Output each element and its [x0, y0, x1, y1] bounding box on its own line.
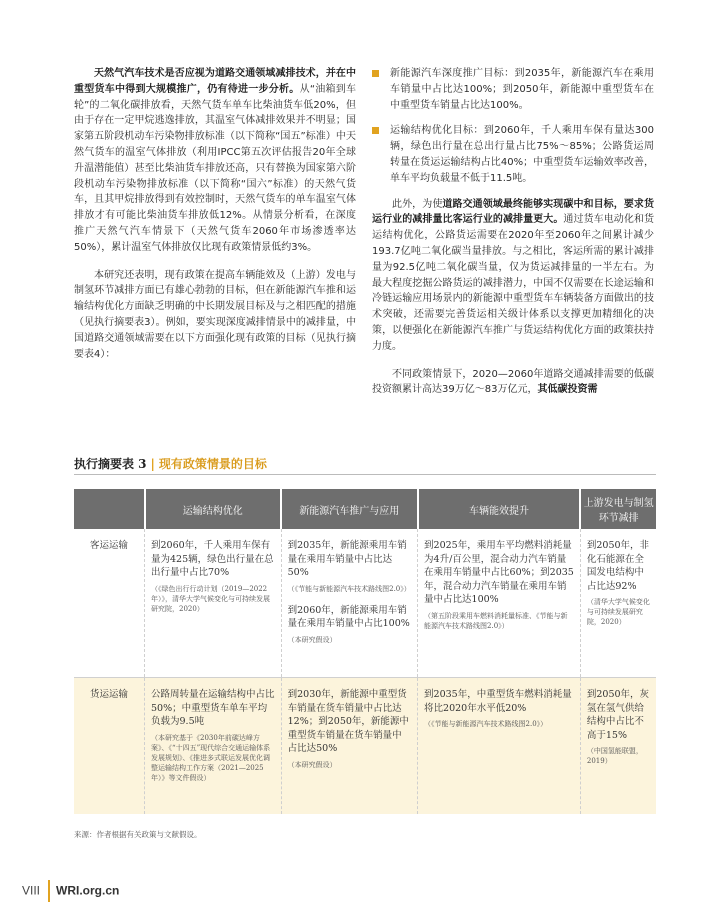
paragraph-freight-rest: 通过货车电动化和货运结构优化，公路货运需要在2020年至2060年之间累计减少193.7亿吨二氧化碳当量排放。与之相比，客运所需的累计减排量为92.5亿吨二氧化碳当量，仅为货运减排量的一半左右。为最大程度挖掘公路货运的减排潜力，中国不仅需要在长途运输和冷链运输应用场景内的新能源中重型货车车辆装备方面做出的技术突破，还需要完善货运相关级计体系以支撑更加精细化的决策，以便强化在新能源汽车推广与货运结构优化方面的政策扶持力度。 [372, 214, 655, 352]
table-source-note: 来源：作者根据有关政策与文献假设。 [74, 830, 202, 839]
bullet-text: 运输结构优化目标：到2060年，千人乘用车保有量达300辆，绿色出行量在总出行量占比75%～85%；公路货运周转量在货运运输结构占比40%；中重型货车运输效率改善，单车平均负载量不低于11.5吨。 [390, 125, 654, 184]
cell-target: 到2035年，中重型货车燃料消耗量将比2020年水平低20% [424, 689, 572, 714]
cell-target: 到2030年，新能源中重型货车销量在货车销量中占比达12%；到2050年，新能源中重型货车销量在货车销量中占比达50% [287, 689, 409, 754]
table-label: 执行摘要表 3 [74, 457, 147, 471]
table-header-cell: 新能源汽车推广与应用 [281, 489, 417, 529]
table-header-cell: 运输结构优化 [145, 489, 282, 529]
cell-target: 到2050年，非化石能源在全国发电结构中占比达92% [586, 540, 650, 592]
table-row-label: 客运运输 [74, 529, 145, 678]
cell-target: 到2025年，乘用车平均燃料消耗量为4升/百公里，混合动力汽车销量在乘用车销量中占比60%；到2035年，混合动力汽车销量在乘用车销量中占比达100% [424, 540, 574, 605]
table-header-cell: 上游发电与制氢环节减排 [580, 489, 656, 529]
footer-divider [48, 880, 50, 902]
bullet-nev-target [372, 66, 654, 113]
cell-target: 到2050年，灰氢在氢气供给结构中占比不高于15% [586, 689, 650, 741]
paragraph-freight-bold: 道路交通领域最终能够实现碳中和目标，要求货运行业的减排量比客运行业的减排量更大。 [372, 198, 655, 226]
table-cell [145, 678, 282, 815]
paragraph-natural-gas-bold: 天然气汽车技术是否应视为道路交通领域减排技术，并在中重型货车中得到大规模推广，仍有待进一步分析。 [74, 68, 356, 95]
table-header-row [74, 489, 656, 529]
page-number: VIII [22, 883, 41, 898]
footer-site: WRI.org.cn [56, 883, 120, 898]
table-title-text: 现有政策情景的目标 [158, 457, 267, 471]
cell-source: （中国氢能联盟，2019） [586, 747, 643, 765]
table-cell [418, 529, 581, 678]
table-cell [580, 529, 656, 678]
table-title-divider [74, 474, 656, 475]
left-column [74, 66, 356, 374]
table-row-label: 货运运输 [74, 678, 145, 815]
targets-table [74, 489, 656, 814]
paragraph-natural-gas-rest: 从“油箱到车轮”的二氧化碳排放看，天然气货车单车比柴油货车低20%，但由于存在一定甲烷逃逸排放，其温室气体减排效果并不明显；国家第五阶段机动车污染物排放标准（以下简称“国五”标准）中天然气货车的温室气体排放（利用IPCC第五次评估报告20年全球升温潜能值）甚至比柴油货车排放还高，只有替换为国家第六阶段机动车污染物排放标准（以下简称“国六”标准）的天然气货车，且其甲烷排放得到有效控制时，天然气货车的单车温室气体排放才有可能比柴油货车排放低12%。从情景分析看，在深度推广天然气汽车情景下（天然气货车2060年市场渗透率达50%），累计温室气体排放仅比现有政策情景低约3%。 [74, 83, 357, 253]
cell-source: （清华大学气候变化与可持续发展研究院，2020） [586, 598, 650, 626]
cell-source: （本研究基于《2030年前碳达峰方案》、《“十四五”现代综合交通运输体系发展规划》、《推进多式联运发展优化调整运输结构工作方案（2021—2025年）》等文件假设） [151, 733, 271, 782]
cell-target: 到2035年，新能源乘用车销量在乘用车销量中占比达50% [287, 540, 407, 578]
table-header-corner [74, 489, 145, 529]
bullet-text: 新能源汽车深度推广目标：到2035年，新能源汽车在乘用车销量中占比达100%；到2050年，新能源中重型货车在中重型货车销量占比达100%。 [390, 68, 654, 111]
table-cell [580, 678, 656, 815]
cell-source: （第五阶段乘用车燃料消耗量标准、《节能与新能源汽车技术路线图2.0》） [424, 611, 568, 630]
table-row [74, 529, 656, 678]
paragraph-freight-lead: 此外，为使 [392, 198, 443, 210]
page-footer [22, 880, 119, 902]
table-title-separator: | [150, 457, 155, 471]
table-title [74, 455, 267, 472]
table-cell [418, 678, 581, 815]
table-cell [281, 678, 417, 815]
cell-source: （《节能与新能源汽车技术路线图2.0》） [424, 720, 548, 728]
paragraph-policy-gap: 本研究还表明，现有政策在提高车辆能效及（上游）发电与制氢环节减排方面已有雄心勃勃的目标，但在新能源汽车推和运输结构优化方面缺乏明确的中长期发展目标及与之相匹配的措施（见执行摘要表3）。例如，要实现深度减排情景中的减排量，中国道路交通领域需要在以下方面强化现有政策的目标（见执行摘要表4）： [74, 269, 356, 360]
cell-target: 到2060年，新能源乘用车销量在乘用车销量中占比100% [287, 604, 410, 629]
table-row [74, 678, 656, 815]
right-column [372, 66, 654, 410]
table-cell [281, 529, 417, 678]
paragraph-investment [372, 367, 654, 399]
paragraph-freight-reduction [372, 197, 654, 355]
bullet-square-icon [372, 127, 379, 134]
cell-target: 到2060年，千人乘用车保有量为425辆，绿色出行量在总出行量中占比70% [151, 540, 274, 578]
cell-source: （《绿色出行行动计划（2019—2022年）》，清华大学气候变化与可持续发展研究院，2020） [151, 584, 270, 613]
cell-source: （本研究假设） [287, 635, 337, 644]
cell-source: （本研究假设） [287, 760, 337, 769]
cell-target: 公路周转量在运输结构中占比50%；中重型货车单车平均负载为9.5吨 [151, 689, 275, 727]
table-cell [145, 529, 282, 678]
paragraph-investment-bold: 其低碳投资需 [537, 384, 598, 396]
cell-source: （《节能与新能源汽车技术路线图2.0》） [287, 584, 411, 593]
bullet-square-icon [372, 70, 379, 77]
paragraph-investment-lead: 不同政策情景下，2020—2060年道路交通减排需要的低碳投资额累计高达39万亿～83万亿元， [372, 368, 654, 396]
paragraph-natural-gas [74, 66, 356, 256]
bullet-structure-target [372, 123, 654, 186]
table-header-cell: 车辆能效提升 [418, 489, 581, 529]
